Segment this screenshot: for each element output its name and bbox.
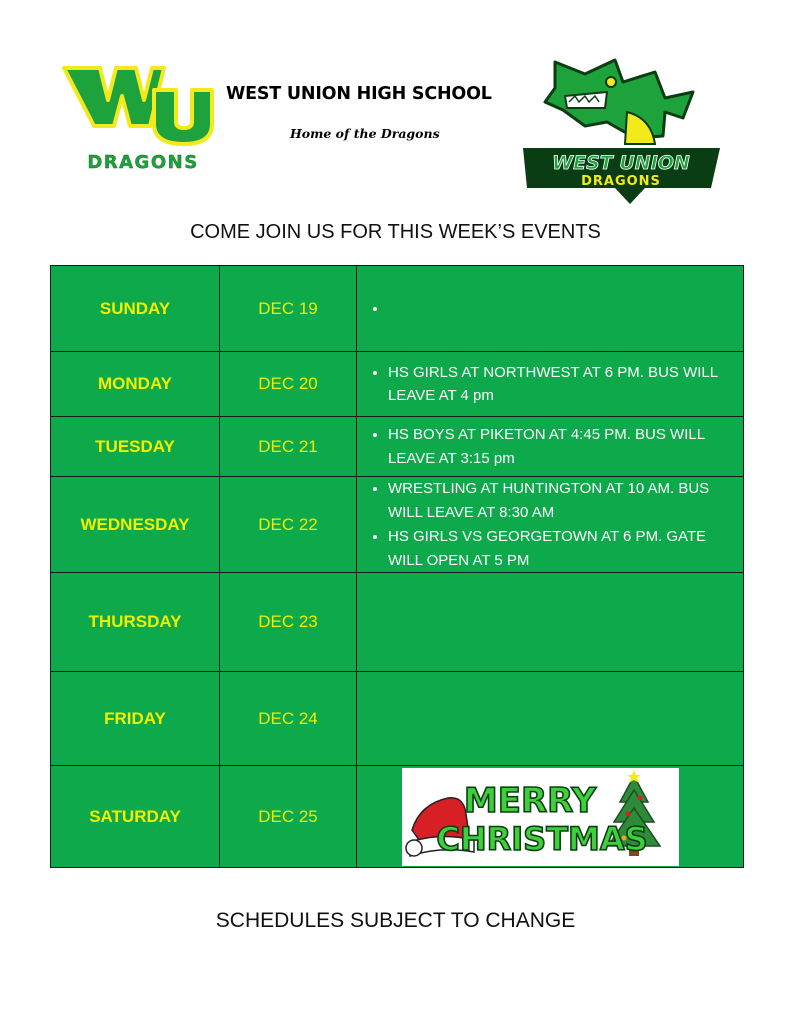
events-cell: [357, 672, 744, 766]
table-row: [51, 477, 744, 573]
schedule-disclaimer: SCHEDULES SUBJECT TO CHANGE: [215, 909, 576, 932]
table-row: [51, 573, 744, 672]
events-heading: COME JOIN US FOR THIS WEEK’S EVENTS: [190, 221, 601, 243]
table-row: [51, 417, 744, 477]
event-list: [357, 297, 733, 321]
day-cell: THURSDAY: [51, 573, 220, 672]
event-item: • HS GIRLS AT NORTHWEST AT 6 PM. BUS WILL LEAVE AT 4 pm: [388, 361, 733, 408]
day-cell: SATURDAY: [51, 766, 220, 868]
school-name: WEST UNION HIGH SCHOOL: [226, 84, 492, 104]
day-cell: TUESDAY: [51, 417, 220, 477]
date-cell: DEC 20: [220, 352, 357, 417]
dragon-head-icon: [545, 60, 693, 144]
merry-christmas-image: [402, 768, 679, 866]
school-tagline: Home of the Dragons: [290, 126, 440, 141]
events-cell: [357, 573, 744, 672]
wu-logo-u: [154, 90, 212, 144]
event-item: • HS GIRLS VS GEORGETOWN AT 6 PM. GATE WILL OPEN AT 5 PM: [388, 525, 733, 572]
event-item: • WRESTLING AT HUNTINGTON AT 10 AM. BUS WILL LEAVE AT 8:30 AM: [388, 477, 733, 524]
table-row: [51, 672, 744, 766]
date-cell: DEC 24: [220, 672, 357, 766]
west-union-dragon-logo: [515, 52, 730, 207]
wu-logo-caption: DRAGONS: [87, 152, 199, 173]
table-row: [51, 266, 744, 352]
events-cell: [357, 352, 744, 417]
day-cell: WEDNESDAY: [51, 477, 220, 573]
weekly-schedule-table: [50, 265, 744, 868]
date-cell: DEC 22: [220, 477, 357, 573]
date-cell: DEC 21: [220, 417, 357, 477]
christmas-text: CHRISTMAS: [435, 819, 648, 858]
date-cell: DEC 19: [220, 266, 357, 352]
event-list: [357, 477, 733, 572]
logo-banner-line1: WEST UNION: [552, 152, 690, 174]
wu-dragons-logo: [60, 62, 225, 174]
logo-banner-line2: DRAGONS: [581, 174, 661, 189]
event-item: [388, 297, 733, 321]
table-row: [51, 352, 744, 417]
event-list: [357, 423, 733, 470]
wu-logo-w: [64, 68, 164, 126]
date-cell: DEC 23: [220, 573, 357, 672]
merry-text: MERRY: [463, 780, 596, 821]
event-item: • HS BOYS AT PIKETON AT 4:45 PM. BUS WILL LEAVE AT 3:15 pm: [388, 423, 733, 470]
day-cell: MONDAY: [51, 352, 220, 417]
events-cell: [357, 477, 744, 573]
events-cell: [357, 766, 744, 868]
date-cell: DEC 25: [220, 766, 357, 868]
day-cell: SUNDAY: [51, 266, 220, 352]
events-cell: [357, 417, 744, 477]
day-cell: FRIDAY: [51, 672, 220, 766]
event-list: [357, 361, 733, 408]
events-cell: [357, 266, 744, 352]
table-row: [51, 766, 744, 868]
